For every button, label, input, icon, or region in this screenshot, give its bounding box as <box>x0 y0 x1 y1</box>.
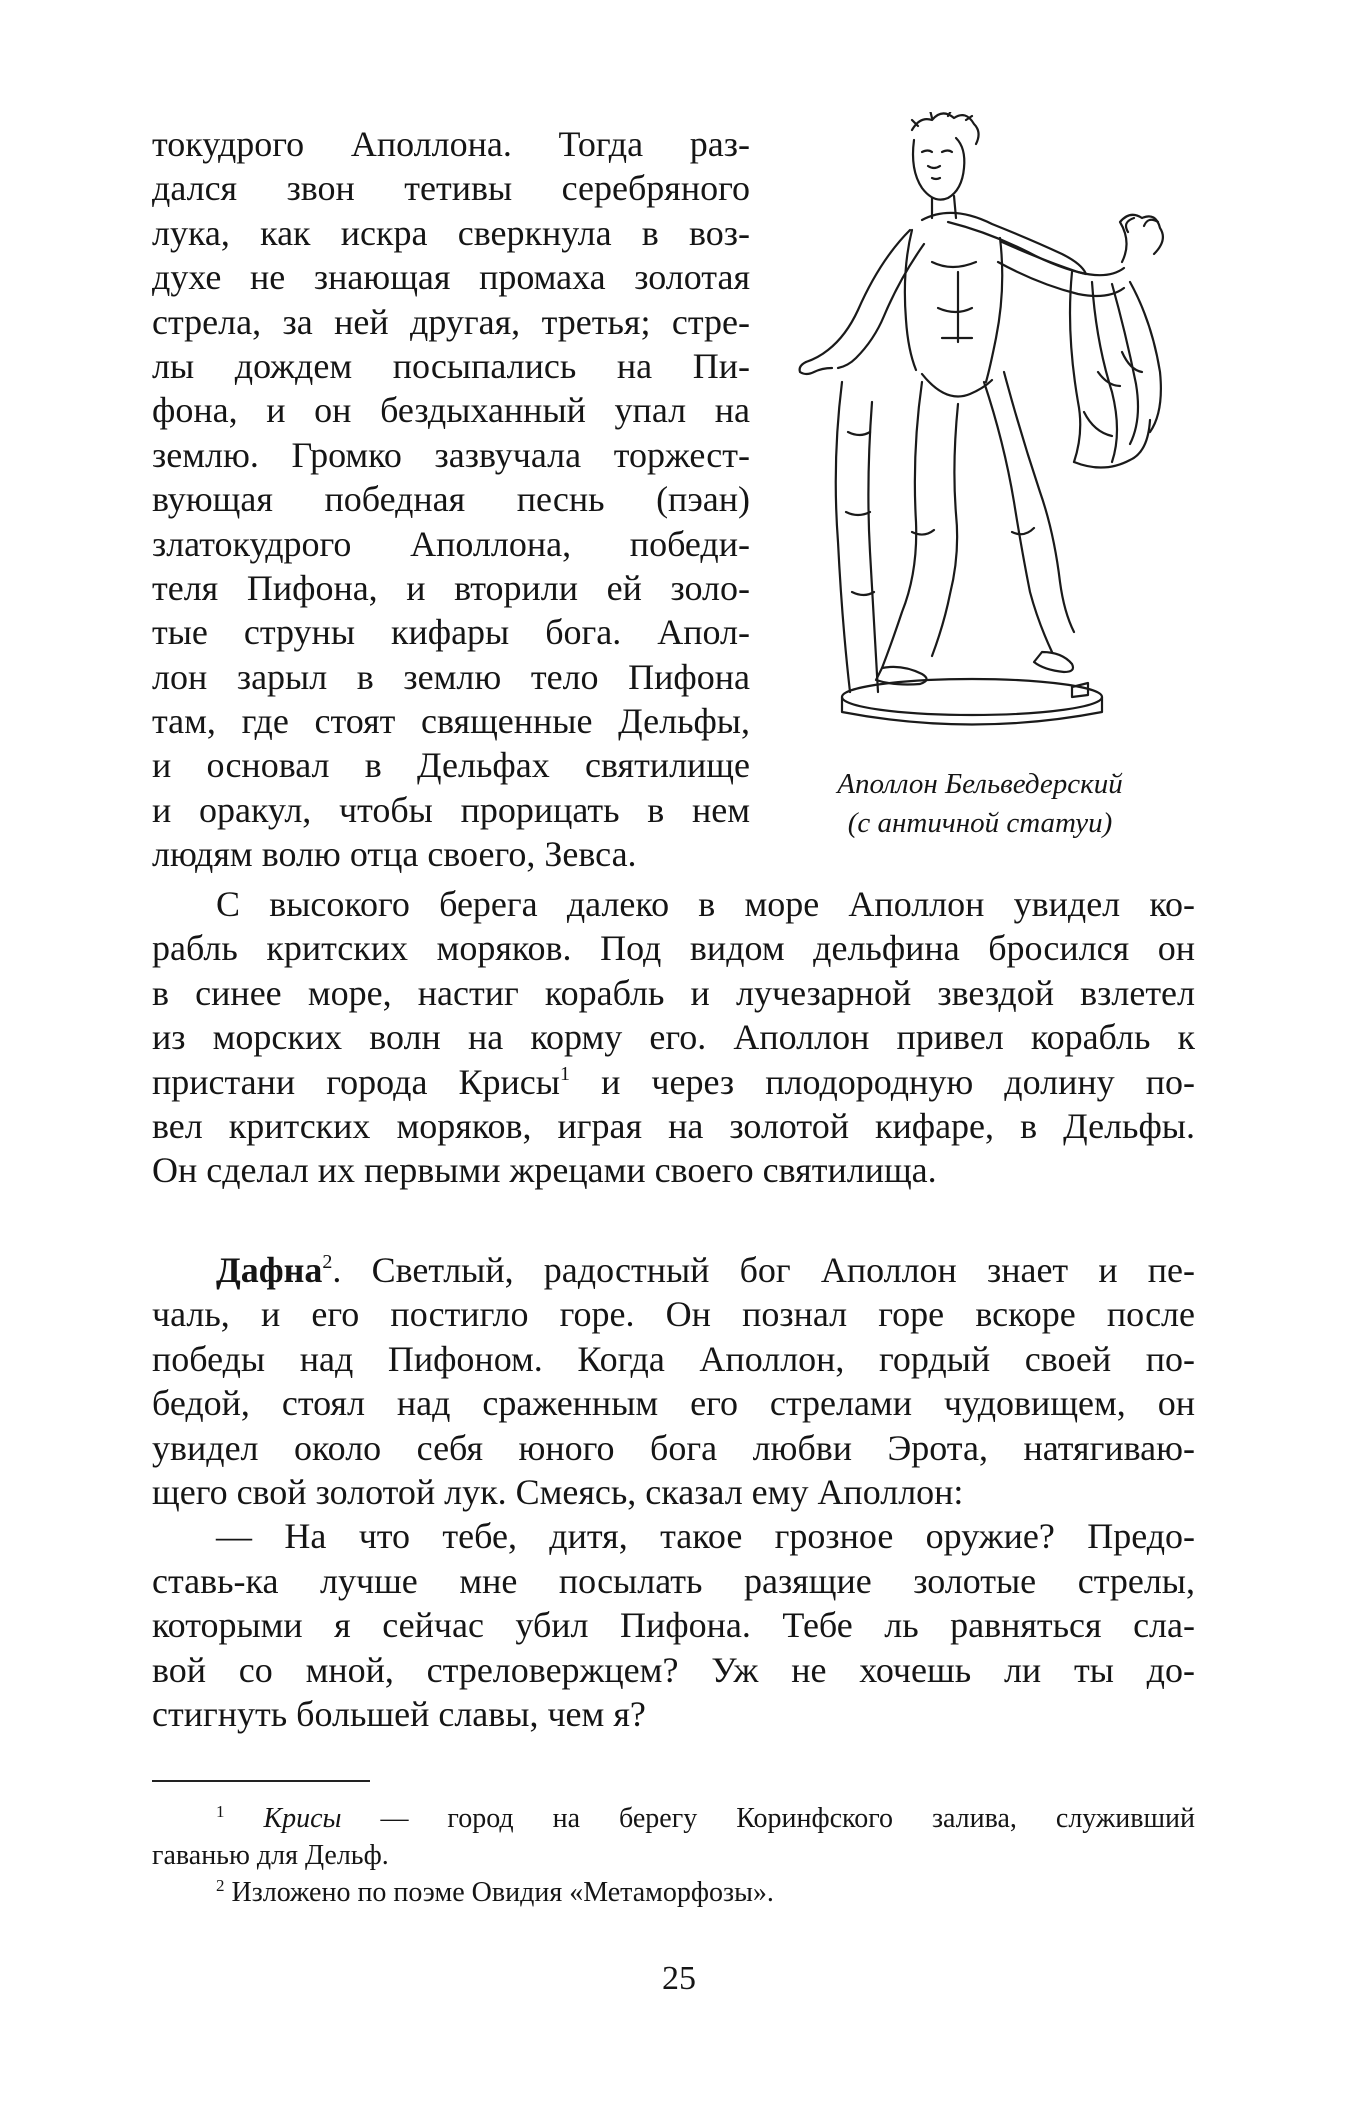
text-line: увидел около себя юного бога любви Эрота, натягиваю- <box>152 1427 1195 1468</box>
text-fragment: пристани города Крисы <box>152 1061 560 1102</box>
footnote-1 <box>152 1800 1195 1837</box>
footnote-2 <box>152 1874 1195 1911</box>
text-line: токудрого Аполлона. Тогда раз- <box>152 124 750 164</box>
text-line: рабль критских моряков. Под видом дельфина бросился он <box>152 928 1195 969</box>
footnotes <box>152 1800 1195 1911</box>
text-line: и основал в Дельфах святилище <box>152 745 750 786</box>
footnote-ref: 1 <box>559 1062 570 1085</box>
footnote-mark: 2 <box>216 1876 225 1895</box>
page-number: 25 <box>662 1960 696 1997</box>
footnote-term: Крисы <box>263 1803 342 1834</box>
text-line: тые струны кифары бога. Апол- <box>152 612 750 653</box>
footnote-1-continuation: гаванью для Дельф. <box>152 1840 389 1871</box>
text-line: лон зарыл в землю тело Пифона <box>152 656 750 697</box>
section-dafna <box>152 1248 1195 1736</box>
text-line: и оракул, чтобы прорицать в нем <box>152 789 750 830</box>
footnote-mark: 1 <box>216 1802 225 1821</box>
text-line: из морских волн на корму его. Аполлон привел корабль к <box>152 1017 1195 1058</box>
dialog-line: вой со мной, стреловержцем? Уж не хочешь ли ты до- <box>152 1649 1195 1690</box>
paragraph-ship <box>152 882 1195 1193</box>
text-line: лука, как искра сверкнула в воз- <box>152 212 750 253</box>
dialog-line: стигнуть большей славы, чем я? <box>152 1693 646 1734</box>
footnote-text: Изложено по поэме Овидия «Метаморфозы». <box>224 1877 774 1908</box>
figure-caption <box>770 765 1190 843</box>
footnote-ref: 2 <box>322 1251 333 1273</box>
text-line: лы дождем посыпались на Пи- <box>152 345 750 386</box>
text-line: чаль, и его постигло горе. Он познал горе вскоре после <box>152 1294 1195 1335</box>
dialog-line: ставь-ка лучше мне посылать разящие золотые стрелы, <box>152 1560 1195 1601</box>
text-line: вующая победная песнь (пэан) <box>152 479 750 520</box>
text-line: Он сделал их первыми жрецами своего святилища. <box>152 1150 937 1191</box>
text-line: щего свой золотой лук. Смеясь, сказал ему Аполлон: <box>152 1471 964 1512</box>
caption-title: Аполлон Бельведерский <box>837 768 1123 800</box>
text-column-beside-figure <box>152 122 750 877</box>
text-line: теля Пифона, и вторили ей золо- <box>152 567 750 608</box>
dialog-line: — На что тебе, дитя, такое грозное оружие? Предо- <box>216 1516 1195 1557</box>
statue-drawing <box>772 112 1202 732</box>
text-line: златокудрого Аполлона, победи- <box>152 523 750 564</box>
text-fragment: и через плодородную долину по- <box>569 1061 1196 1102</box>
text-line: землю. Громко зазвучала торжест- <box>152 434 750 475</box>
text-line: победы над Пифоном. Когда Аполлон, гордый своей по- <box>152 1338 1195 1379</box>
section-title: Дафна <box>216 1250 323 1290</box>
text-line: дался звон тетивы серебряного <box>152 168 750 209</box>
text-line: вел критских моряков, играя на золотой кифаре, в Дельфы. <box>152 1105 1195 1146</box>
text-line: людям волю отца своего, Зевса. <box>152 834 637 875</box>
text-line: в синее море, настиг корабль и лучезарной звездой взлетел <box>152 972 1195 1013</box>
text-line: бедой, стоял над сраженным его стрелами чудовищем, он <box>152 1383 1195 1424</box>
footnote-text: — город на берегу Коринфского залива, служивший <box>341 1803 1196 1834</box>
caption-subtitle: (с античной статуи) <box>847 807 1113 839</box>
section-first-line <box>152 1248 1195 1292</box>
text-line: там, где стоят священные Дельфы, <box>152 701 750 742</box>
text-line: духе не знающая промаха золотая <box>152 257 750 298</box>
text-line-with-footnote <box>152 1060 1195 1104</box>
text-fragment: . Светлый, радостный бог Аполлон знает и пе- <box>332 1250 1195 1290</box>
text-line: стрела, за ней другая, третья; стре- <box>152 301 750 342</box>
footnote-separator <box>152 1780 370 1782</box>
text-line: С высокого берега далеко в море Аполлон увидел ко- <box>216 884 1195 924</box>
statue-illustration <box>772 112 1202 732</box>
text-line: фона, и он бездыханный упал на <box>152 390 750 431</box>
dialog-line: которыми я сейчас убил Пифона. Тебе ль равняться сла- <box>152 1605 1195 1646</box>
